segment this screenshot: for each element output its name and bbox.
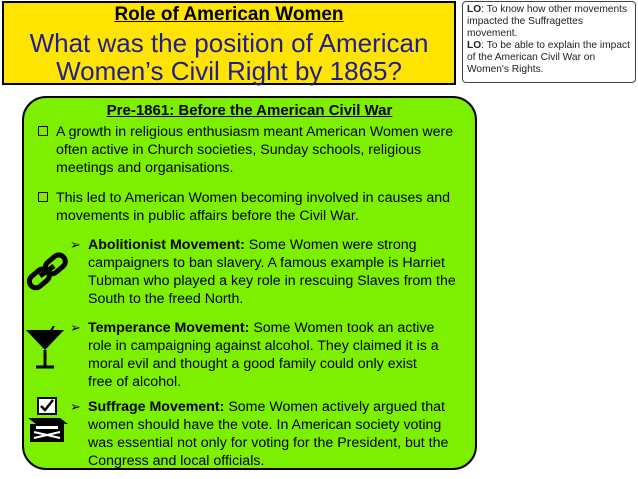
content-panel (22, 96, 477, 470)
ballot-box-icon (26, 396, 72, 446)
learning-objectives-box (462, 1, 636, 83)
movement-suffrage (70, 398, 460, 470)
section-heading: Pre-1861: Before the American Civil War (106, 102, 393, 119)
movement-text: Some Women took an active role in campaigning against alcohol. They claimed it is a moral evil and thought a good family could only exist free of alcohol. (88, 320, 439, 390)
lo-label-1: LO (467, 4, 482, 15)
bullet-public-affairs (38, 189, 463, 225)
movement-name: Abolitionist Movement: (88, 237, 245, 253)
bullet-text: This led to American Women becoming involved in causes and movements in public affairs before the Civil War. (56, 190, 451, 224)
cocktail-glass-icon (24, 326, 70, 372)
page-title: Role of American Women (114, 4, 344, 25)
chain-link-icon (24, 248, 72, 300)
checkbox-bullet-icon (38, 192, 48, 202)
question-line-2: Women’s Civil Right by 1865? (56, 56, 402, 86)
movement-text: Some Women were strong campaigners to ban slavery. A famous example is Harriet Tubman who played a key role in rescuing Slaves from the South to the freed North. (88, 237, 456, 307)
arrow-bullet-icon: ➢ (70, 237, 81, 252)
movement-name: Temperance Movement: (88, 320, 250, 336)
arrow-bullet-icon: ➢ (70, 320, 81, 335)
movement-text: Some Women actively argued that women should have the vote. In American society voting was essential not only for voting for the President, but the Congress and local officials. (88, 399, 449, 469)
lo-text-2: : To be able to explain the impact of the American Civil War on Women's Rights. (467, 40, 630, 75)
lo-label-2: LO (467, 40, 482, 51)
lo-text-1: : To know how other movements impacted the Suffragettes movement. (467, 4, 628, 39)
bullet-religious (38, 123, 458, 177)
checkbox-bullet-icon (38, 126, 48, 136)
movement-temperance (70, 319, 440, 391)
movement-name: Suffrage Movement: (88, 399, 225, 415)
bullet-text: A growth in religious enthusiasm meant American Women were often active in Church societies, Sunday schools, religious meetings and organisations. (56, 124, 454, 176)
question-line-1: What was the position of American (29, 28, 429, 58)
title-banner (2, 1, 456, 85)
arrow-bullet-icon: ➢ (70, 399, 81, 414)
movement-abolitionist (70, 236, 465, 308)
